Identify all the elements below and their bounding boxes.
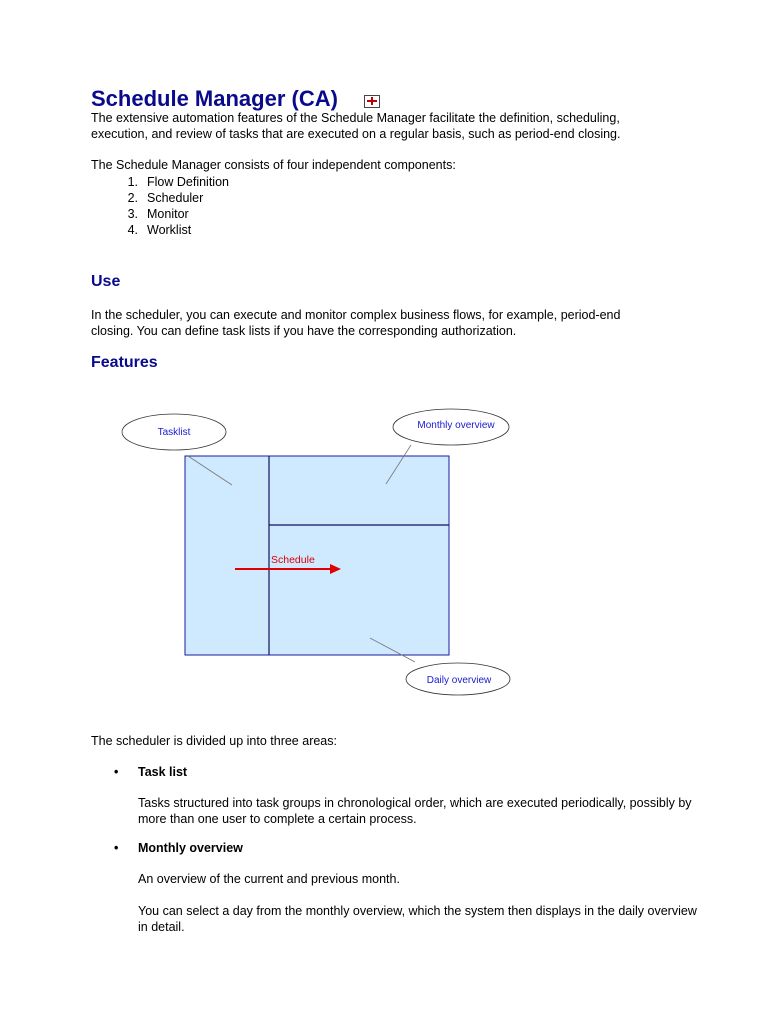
daily-label: Daily overview: [426, 675, 492, 686]
expand-icon[interactable]: [364, 95, 380, 108]
list-item: 1. Flow Definition: [127, 175, 229, 189]
use-heading: Use: [91, 273, 121, 290]
use-paragraph: In the scheduler, you can execute and monitor complex business flows, for example, period-end closing. You can define task lists if you have the corresponding authorization.: [91, 308, 621, 338]
area-description: Tasks structured into task groups in chronological order, which are executed periodically, possibly by more than one user to complete a certain process.: [138, 796, 692, 826]
scheduler-screen: [185, 456, 449, 655]
area-label: Monthly overview: [138, 841, 243, 855]
monthly-label: Monthly overview: [417, 420, 495, 431]
components-intro: The Schedule Manager consists of four independent components:: [91, 158, 456, 172]
bullet: •: [114, 765, 119, 779]
scheduler-diagram: [115, 400, 525, 700]
tasklist-label: Tasklist: [157, 427, 191, 438]
intro-paragraph: The extensive automation features of the Schedule Manager facilitate the definition, scheduling, execution, and review of tasks that are executed on a regular basis, such as period-end closing.: [91, 111, 621, 141]
list-item: [114, 841, 243, 856]
area-description-detail: You can select a day from the monthly overview, which the system then displays in the daily overview in detail.: [138, 904, 697, 934]
list-item: 2. Scheduler: [127, 191, 204, 205]
areas-intro: The scheduler is divided up into three areas:: [91, 734, 337, 748]
components-list: [114, 174, 229, 238]
page-title: Schedule Manager (CA): [91, 86, 338, 111]
list-item: 4. Worklist: [127, 223, 192, 237]
area-label: Task list: [138, 765, 188, 779]
list-item: 3. Monitor: [127, 207, 189, 221]
list-item: [114, 765, 187, 780]
area-description: An overview of the current and previous month.: [138, 872, 400, 886]
bullet: •: [114, 841, 119, 855]
schedule-label: Schedule: [271, 554, 315, 566]
features-heading: Features: [91, 354, 158, 371]
